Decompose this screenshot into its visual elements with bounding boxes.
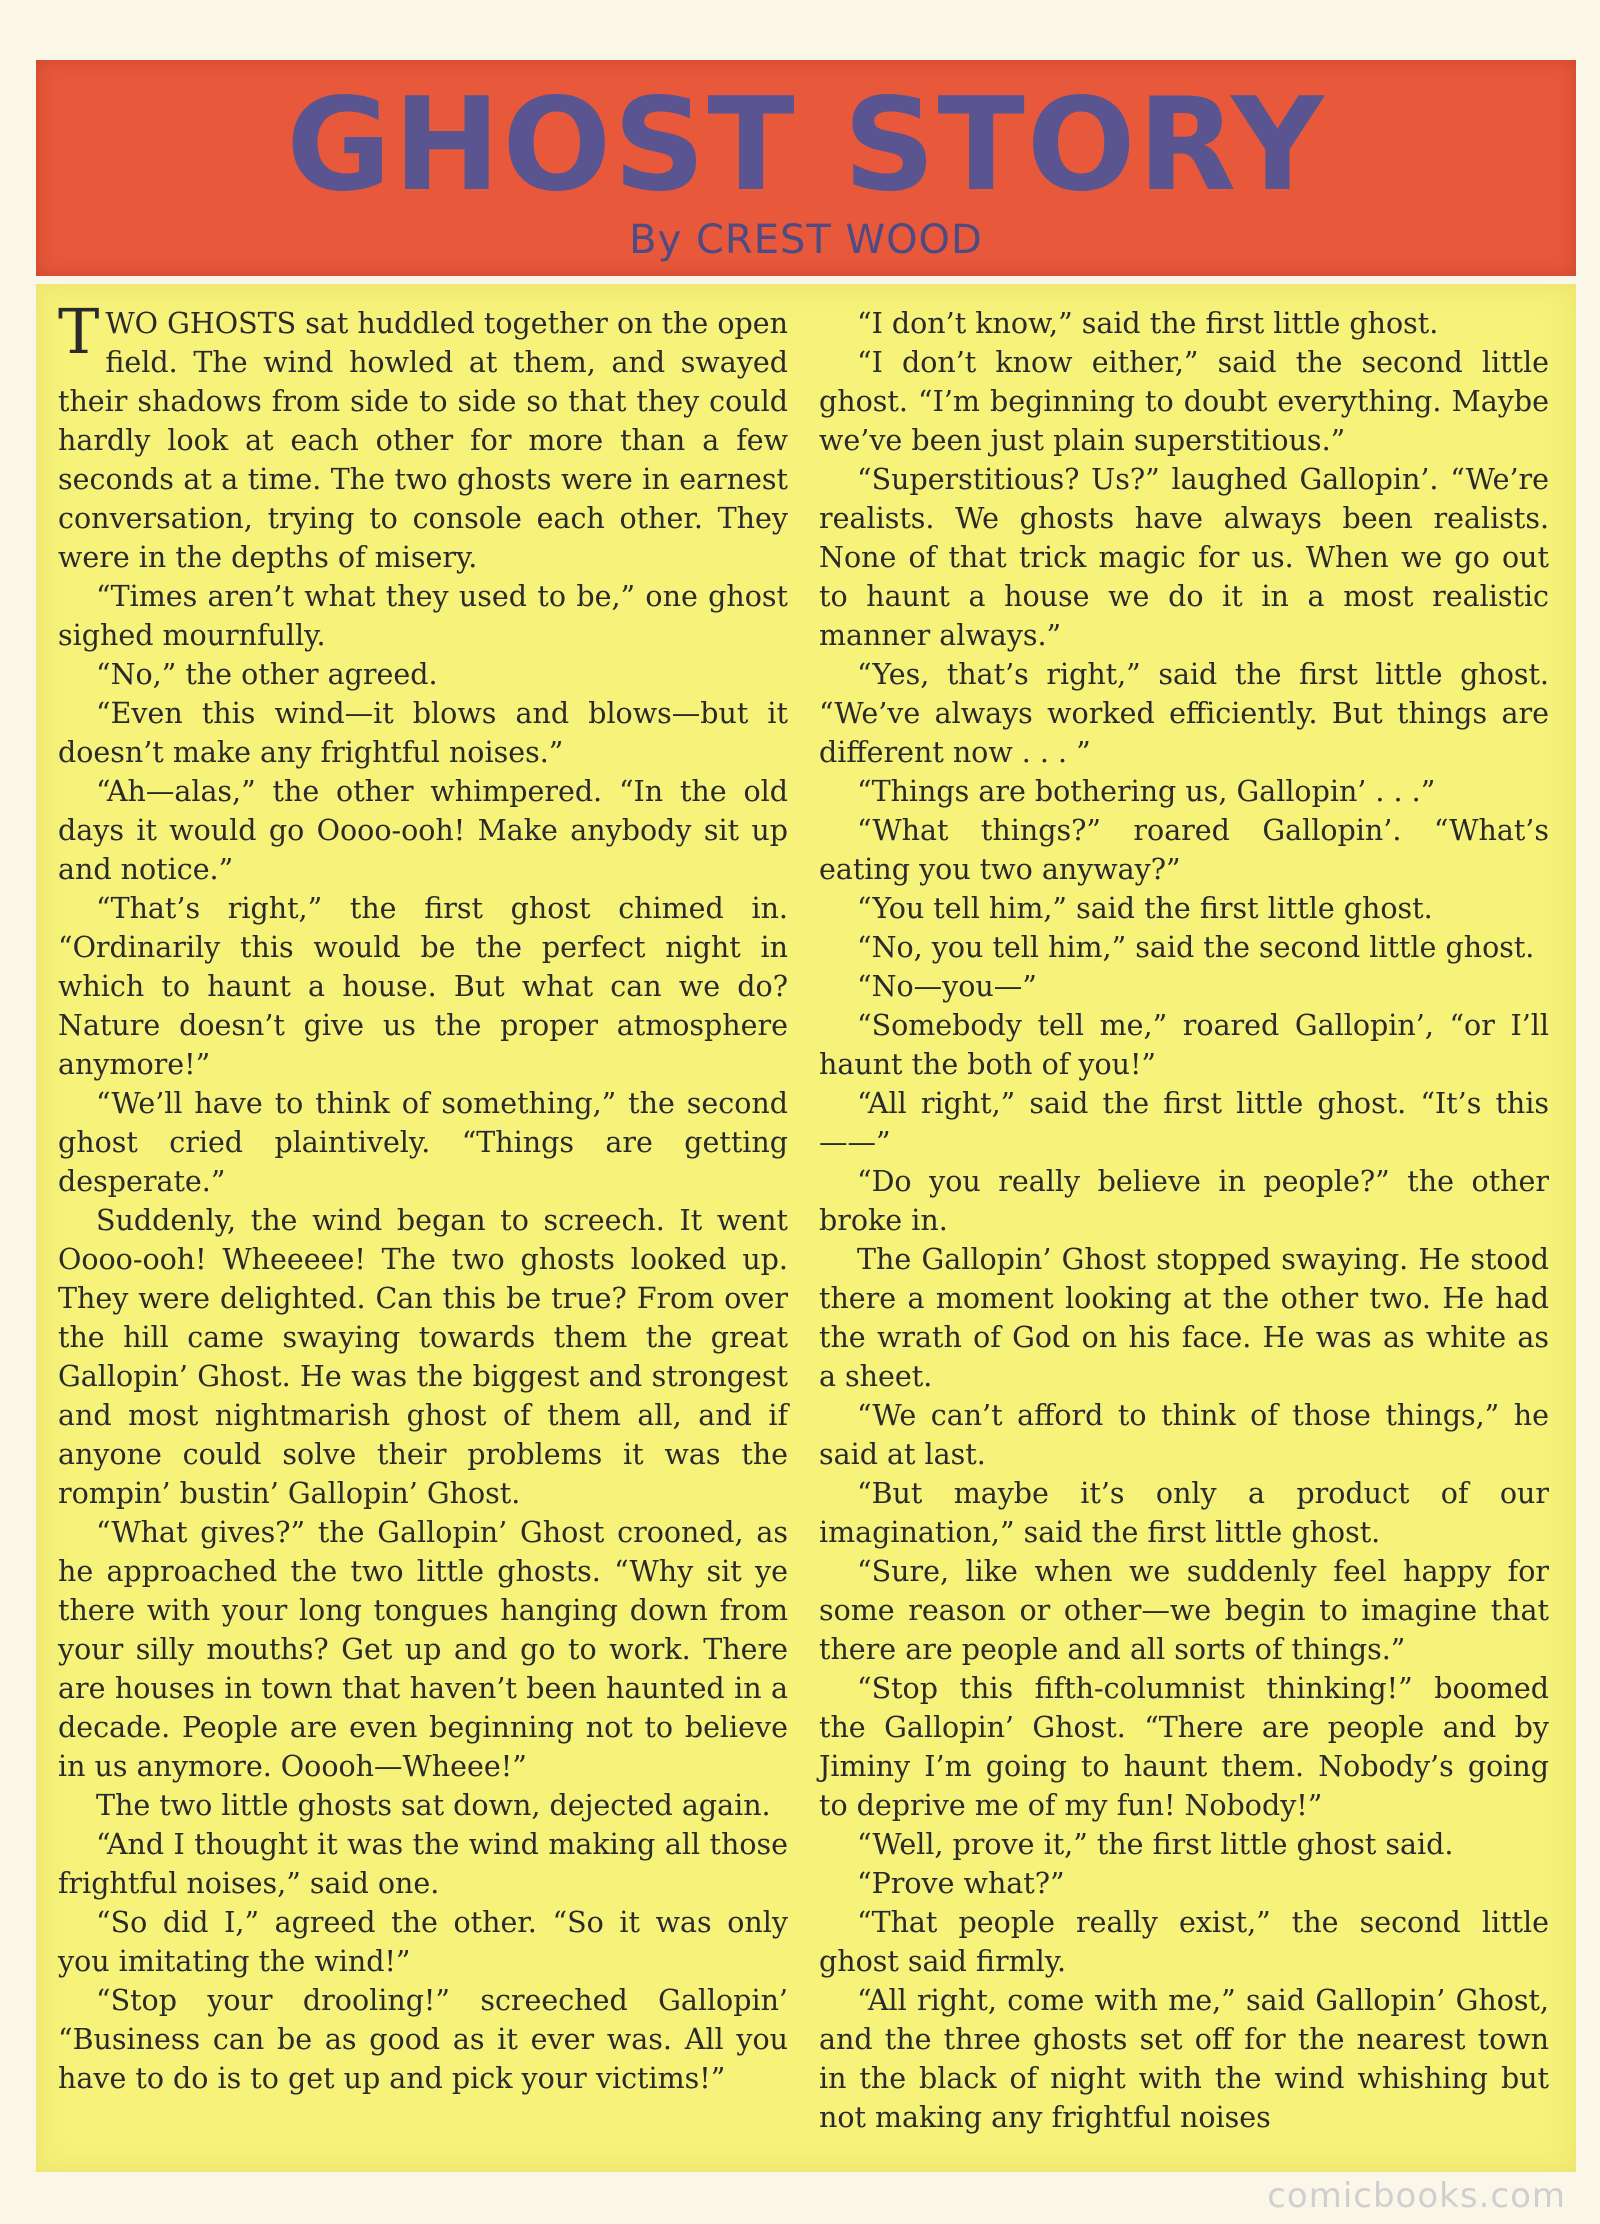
story-title: GHOST STORY <box>286 71 1326 220</box>
right-column <box>819 304 1549 2137</box>
paragraph: “We’ll have to think of something,” the second ghost cried plaintively. “Things are getting desperate.” <box>58 1087 788 1198</box>
author-byline: By CREST WOOD <box>629 217 983 263</box>
paragraph: “Even this wind—it blows and blows—but it doesn’t make any frightful noises.” <box>58 697 788 769</box>
paragraph: “What things?” roared Gallopin’. “What’s eating you two anyway?” <box>819 814 1549 886</box>
paragraph: Suddenly, the wind began to screech. It went Oooo-ooh! Wheeeee! The two ghosts looked up. They were delighted. Can this be true? From over the hill came swaying towards them the great Gallopin’ Ghost. He was the biggest and strongest and most nightmarish ghost of them all, and if anyone could solve their problems it was the rompin’ bustin’ Gallopin’ Ghost. <box>58 1204 788 1510</box>
paragraph: “So did I,” agreed the other. “So it was only you imitating the wind!” <box>58 1906 788 1978</box>
drop-cap: T <box>58 295 100 368</box>
paragraph: “Times aren’t what they used to be,” one ghost sighed mournfully. <box>58 580 788 652</box>
paragraph: “I don’t know,” said the first little ghost. <box>857 307 1439 340</box>
paragraph: “Somebody tell me,” roared Gallopin’, “or I’ll haunt the both of you!” <box>819 1009 1549 1081</box>
site-watermark: comicbooks.com <box>1267 2176 1566 2216</box>
paragraph-text: WO GHOSTS sat huddled together on the open field. The wind howled at them, and swayed their shadows from side to side so that they could hardly look at each other for more than a few seconds at a time. The two ghosts were in earnest conversation, trying to console each other. They were in the depths of misery. <box>58 307 788 574</box>
paragraph: “All right, come with me,” said Gallopin’ Ghost, and the three ghosts set off for the nearest town in the black of night with the wind whishing but not making any frightful noises <box>819 1984 1549 2134</box>
paragraph <box>58 295 788 577</box>
paragraph: “That’s right,” the first ghost chimed in. “Ordinarily this would be the perfect night in which to haunt a house. But what can we do? Nature doesn’t give us the proper atmosphere anymore!” <box>58 892 788 1081</box>
paragraph: The Gallopin’ Ghost stopped swaying. He stood there a moment looking at the other two. He had the wrath of God on his face. He was as white as a sheet. <box>819 1243 1549 1393</box>
paragraph: “No—you—” <box>857 970 1037 1003</box>
paragraph: “What gives?” the Gallopin’ Ghost crooned, as he approached the two little ghosts. “Why sit ye there with your long tongues hanging down from your silly mouths? Get up and go to work. There are houses in town that haven’t been haunted in a decade. People are even beginning not to believe in us anymore. Ooooh—Wheee!” <box>58 1516 788 1783</box>
paragraph: The two little ghosts sat down, dejected again. <box>96 1789 771 1822</box>
paragraph: “Stop your drooling!” screeched Gallopin’ “Business can be as good as it ever was. All you have to do is to get up and pick your victims!” <box>58 1984 788 2095</box>
story-text-area <box>36 284 1576 2172</box>
paragraph: “That people really exist,” the second little ghost said firmly. <box>819 1906 1549 1978</box>
paragraph: “I don’t know either,” said the second little ghost. “I’m beginning to doubt everything. Maybe we’ve been just plain superstitious.” <box>819 346 1549 457</box>
paragraph: “Prove what?” <box>857 1867 1065 1900</box>
left-column <box>58 295 788 2098</box>
paragraph: “You tell him,” said the first little ghost. <box>857 892 1433 925</box>
paragraph: “Sure, like when we suddenly feel happy for some reason or other—we begin to imagine that there are people and all sorts of things.” <box>819 1555 1549 1666</box>
paragraph: “All right,” said the first little ghost. “It’s this——” <box>819 1087 1549 1159</box>
paragraph: “Yes, that’s right,” said the first little ghost. “We’ve always worked efficiently. But things are different now . . . ” <box>819 658 1549 769</box>
paragraph: “Ah—alas,” the other whimpered. “In the old days it would go Oooo-ooh! Make anybody sit up and notice.” <box>58 775 788 886</box>
paragraph: “No,” the other agreed. <box>96 658 438 691</box>
paragraph: “We can’t afford to think of those things,” he said at last. <box>819 1399 1549 1471</box>
title-banner <box>36 60 1576 276</box>
paragraph: “No, you tell him,” said the second little ghost. <box>857 931 1535 964</box>
paragraph: “Well, prove it,” the first little ghost said. <box>857 1828 1454 1861</box>
paragraph: “And I thought it was the wind making all those frightful noises,” said one. <box>58 1828 788 1900</box>
paragraph: “But maybe it’s only a product of our imagination,” said the first little ghost. <box>819 1477 1549 1549</box>
paragraph: “Do you really believe in people?” the other broke in. <box>819 1165 1549 1237</box>
paragraph: “Superstitious? Us?” laughed Gallopin’. “We’re realists. We ghosts have always been realists. None of that trick magic for us. When we go out to haunt a house we do it in a most realistic manner always.” <box>819 463 1549 652</box>
paragraph: “Stop this fifth-columnist thinking!” boomed the Gallopin’ Ghost. “There are people and by Jiminy I’m going to haunt them. Nobody’s going to deprive me of my fun! Nobody!” <box>819 1672 1549 1822</box>
paragraph: “Things are bothering us, Gallopin’ . . .” <box>857 775 1436 808</box>
